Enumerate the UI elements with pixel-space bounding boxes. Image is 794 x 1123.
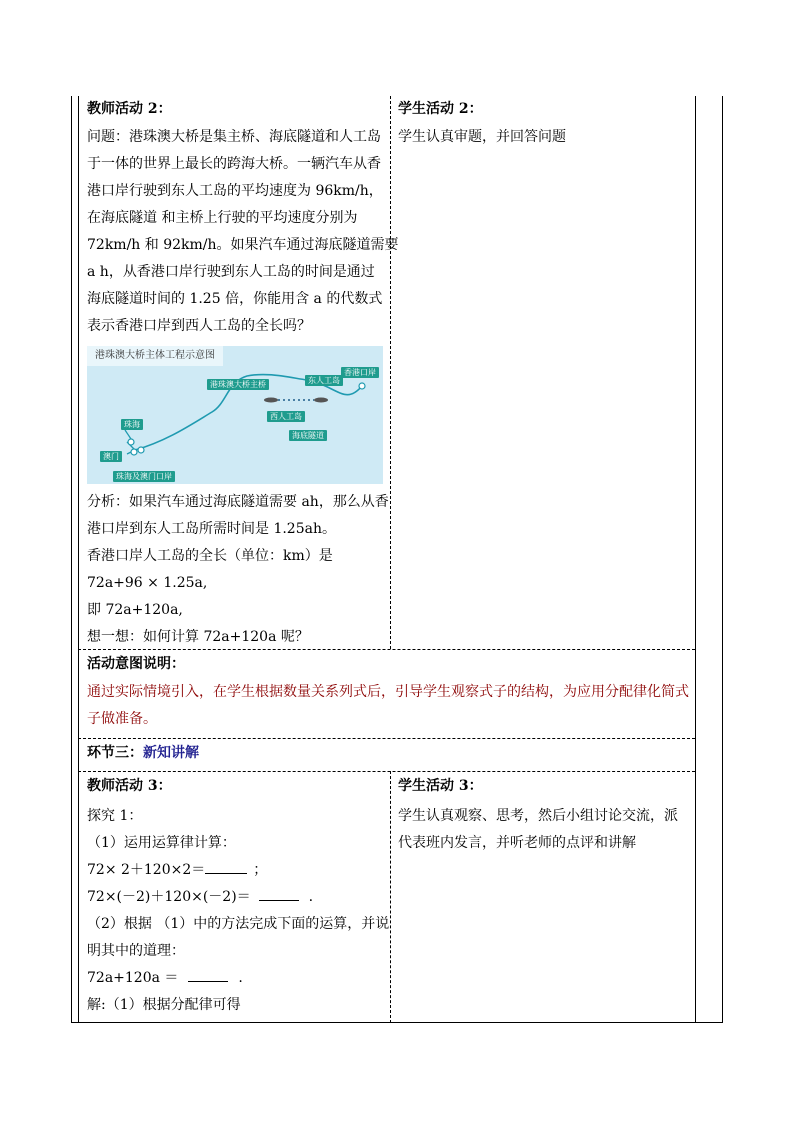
student-activity-3 — [398, 773, 690, 857]
intent-line: 子做准备。 — [87, 711, 157, 727]
student-line: 代表班内发言，并听老师的点评和讲解 — [398, 835, 636, 851]
west-island-mark — [264, 398, 278, 403]
row-divider-2 — [78, 738, 695, 739]
hk-port-node — [359, 383, 365, 389]
analysis-line: 香港口岸人工岛的全长（单位：km）是 — [87, 548, 333, 564]
label-macau: 澳门 — [100, 451, 122, 462]
equation-3 — [87, 965, 387, 992]
analysis-line: 即 72a+120a, — [87, 602, 183, 618]
label-east-island: 东人工岛 — [305, 375, 343, 386]
teacher-heading-2: 教师活动 2： — [87, 101, 172, 117]
problem-line: 在海底隧道 和主桥上行驶的平均速度分别为 — [87, 210, 358, 226]
analysis-line: 想一想：如何计算 72a+120a 呢？ — [87, 629, 309, 645]
label-zhuhai: 珠海 — [121, 419, 143, 430]
equation-1-left: 72× 2＋120×2＝ — [87, 862, 206, 878]
solution-line: 解:（1）根据分配律可得 — [87, 997, 241, 1013]
answer-blank-3[interactable] — [188, 966, 228, 982]
problem-line: 表示香港口岸到西人工岛的全长吗？ — [87, 318, 311, 334]
question-2-line: 明其中的道理： — [87, 943, 185, 959]
zhuhai-node — [128, 439, 134, 445]
equation-1 — [87, 857, 387, 884]
activity-intent — [87, 651, 692, 733]
analysis-line: 分析：如果汽车通过海底隧道需要 ah，那么从香 — [87, 494, 389, 510]
student-line: 学生认真观察、思考，然后小组讨论交流，派 — [398, 808, 678, 824]
table-inner-right-border — [695, 96, 696, 1023]
problem-line: 于一体的世界上最长的跨海大桥。一辆汽车从香 — [87, 156, 381, 172]
link-3-label: 环节三： — [87, 745, 143, 761]
table-bottom-border — [71, 1022, 723, 1023]
table-right-border — [722, 96, 723, 1023]
equation-3-right: . — [238, 970, 243, 986]
column-divider-bottom — [390, 771, 391, 1023]
intent-heading: 活动意图说明： — [87, 656, 185, 672]
problem-line: a h，从香港口岸行驶到东人工岛的时间是通过 — [87, 264, 375, 280]
label-hk-port: 香港口岸 — [341, 367, 379, 378]
macau-node — [131, 449, 137, 455]
answer-blank-1[interactable] — [205, 858, 247, 874]
intent-line: 通过实际情境引入，在学生根据数量关系列式后，引导学生观察式子的结构，为应用分配律化简式 — [87, 684, 689, 700]
column-divider-top — [390, 96, 391, 649]
problem-line: 港口岸行驶到东人工岛的平均速度为 96km/h， — [87, 183, 383, 199]
student-text-2: 学生认真审题，并回答问题 — [398, 129, 566, 145]
port-node — [138, 447, 144, 453]
equation-2-right: . — [308, 889, 314, 905]
student-heading-2: 学生活动 2： — [398, 101, 483, 117]
analysis-block — [87, 489, 387, 651]
student-activity-2 — [398, 96, 688, 151]
label-tunnel: 海底隧道 — [289, 430, 327, 441]
problem-text — [87, 124, 399, 340]
label-west-island: 西人工岛 — [267, 411, 305, 422]
answer-blank-2[interactable] — [259, 885, 299, 901]
map-title: 港珠澳大桥主体工程示意图 — [87, 346, 223, 366]
explore-1: 探究 1： — [87, 808, 143, 824]
row-divider-3 — [78, 771, 695, 772]
problem-line: 问题：港珠澳大桥是集主桥、海底隧道和人工岛 — [87, 129, 381, 145]
equation-2 — [87, 884, 387, 911]
teacher-activity-2 — [87, 96, 399, 340]
teacher-activity-3 — [87, 773, 390, 1019]
east-island-mark — [314, 398, 328, 403]
equation-3-left: 72a+120a ＝ — [87, 970, 179, 986]
table-left-border — [71, 96, 72, 1023]
student-heading-3: 学生活动 3： — [398, 778, 483, 794]
teacher-heading-3: 教师活动 3： — [87, 778, 172, 794]
problem-line: 海底隧道时间的 1.25 倍，你能用含 a 的代数式 — [87, 291, 383, 307]
label-zhmo-port: 珠海及澳门口岸 — [113, 471, 175, 482]
equation-2-left: 72×(－2)＋120×(－2)＝ — [87, 889, 251, 905]
route-graphic — [87, 346, 383, 484]
analysis-line: 72a+96 × 1.25a, — [87, 575, 208, 591]
equation-1-right: ； — [253, 862, 268, 878]
label-main-bridge: 港珠澳大桥主桥 — [207, 379, 269, 390]
link-3-header — [87, 740, 692, 767]
table-inner-left-border — [78, 96, 79, 1023]
problem-line: 72km/h 和 92km/h。如果汽车通过海底隧道需要 — [87, 237, 399, 253]
link-3-title: 新知讲解 — [143, 745, 199, 761]
bridge-map — [87, 346, 383, 484]
analysis-line: 港口岸到东人工岛所需时间是 1.25ah。 — [87, 521, 336, 537]
question-1: （1）运用运算律计算： — [87, 835, 236, 851]
question-2-line: （2）根据 （1）中的方法完成下面的运算，并说 — [87, 916, 390, 932]
